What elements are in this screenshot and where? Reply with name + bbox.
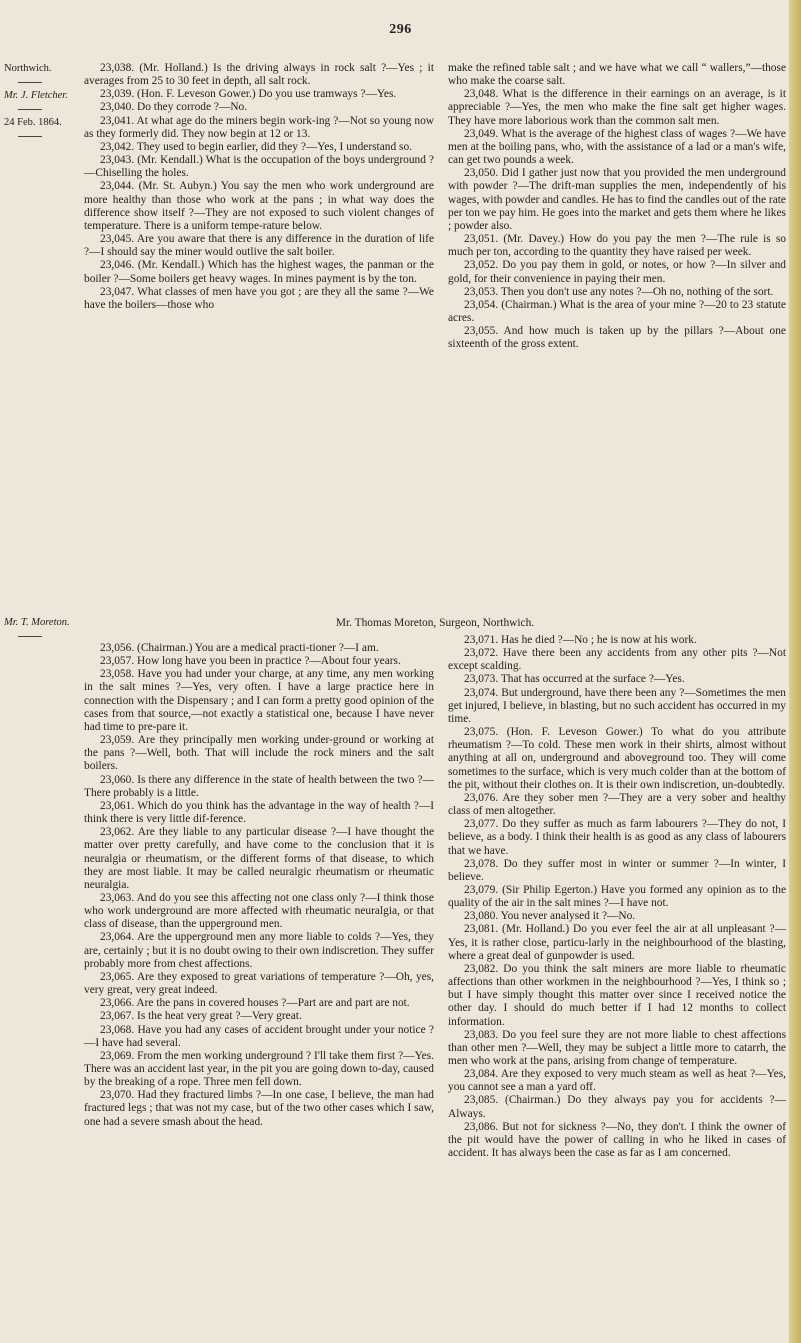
testimony-paragraph: 23,044. (Mr. St. Aubyn.) You say the men who work underground are more healthy than those who work at the pans ; in what way does the difference show itself ?—They are not exposed to such violent changes of temperature. There is a uniform tempe-rature below. bbox=[84, 180, 434, 232]
testimony-paragraph: 23,041. At what age do the miners begin work-ing ?—Not so young now as they formerly did. They now begin at 12 or 13. bbox=[84, 114, 434, 140]
sidenote-rule bbox=[18, 636, 42, 637]
testimony-paragraph: 23,077. Do they suffer as much as farm labourers ?—They do not, I believe, as a body. I think their health is as good as any class of labourers that we have. bbox=[448, 818, 786, 857]
testimony-paragraph: 23,053. Then you don't use any notes ?—Oh no, nothing of the sort. bbox=[464, 285, 774, 298]
column-right-top bbox=[448, 62, 786, 351]
testimony-paragraph: 23,052. Do you pay them in gold, or notes, or how ?—In silver and gold, for their convenience in paying their men. bbox=[448, 259, 786, 285]
testimony-paragraph: 23,048. What is the difference in their earnings on an average, is it appreciable ?—Yes, the men who make the fine salt get higher wages. They have more laborious work than the common salt men. bbox=[448, 88, 786, 127]
testimony-paragraph: 23,085. (Chairman.) Do they always pay you for accidents ?—Always. bbox=[448, 1094, 786, 1120]
page-edge bbox=[789, 0, 801, 1343]
testimony-paragraph: 23,078. Do they suffer most in winter or summer ?—In winter, I believe. bbox=[448, 857, 786, 883]
testimony-paragraph: 23,074. But underground, have there been any ?—Sometimes the men get injured, I believe, in blasting, but no such accident has occurred in my time. bbox=[448, 686, 786, 725]
testimony-paragraph: 23,046. (Mr. Kendall.) Which has the highest wages, the panman or the boiler ?—Some boilers get heavy wages. In mines payment is by the ton. bbox=[84, 259, 434, 285]
column-left-bottom bbox=[84, 634, 434, 1129]
sidenote-witness: Mr. J. Fletcher. bbox=[4, 90, 68, 101]
testimony-paragraph: 23,066. Are the pans in covered houses ?—Part are and part are not. bbox=[100, 997, 410, 1010]
column-right-bottom bbox=[448, 634, 786, 1160]
testimony-paragraph: 23,071. Has he died ?—No ; he is now at his work. bbox=[464, 634, 697, 646]
testimony-paragraph: 23,065. Are they exposed to great variations of temperature ?—Oh, yes, very great, very great indeed. bbox=[84, 970, 434, 997]
sidenote-witness-2: Mr. T. Moreton. bbox=[4, 617, 70, 628]
testimony-paragraph: 23,064. Are the upperground men any more liable to colds ?—Yes, they are, certainly ; but it is no doubt owing to their own indiscretion. They suffer probably more from chest affections. bbox=[84, 931, 434, 970]
testimony-paragraph: 23,081. (Mr. Holland.) Do you ever feel the air at all unpleasant ?—Yes, it is rather close, particu-larly in the neighbourhood of the blasting, where a great deal of gunpowder is used. bbox=[448, 923, 786, 962]
testimony-paragraph: 23,049. What is the average of the highest class of wages ?—We have men at the boiling pans, who, with the assistance of a lad or a man's wife, can get two pounds a week. bbox=[448, 127, 786, 167]
testimony-paragraph: 23,038. (Mr. Holland.) Is the driving always in rock salt ?—Yes ; it averages from 25 to 30 feet in depth, all salt rock. bbox=[84, 62, 434, 88]
testimony-paragraph: 23,042. They used to begin earlier, did they ?—Yes, I understand so. bbox=[100, 140, 412, 153]
sidenote-rule bbox=[18, 136, 42, 137]
testimony-paragraph: 23,068. Have you had any cases of accident brought under your notice ?—I have had several. bbox=[84, 1023, 434, 1049]
sidenote-rule bbox=[18, 109, 42, 110]
testimony-paragraph: 23,047. What classes of men have you got ; are they all the same ?—We have the boilers—those who bbox=[84, 285, 434, 311]
testimony-paragraph: 23,055. And how much is taken up by the pillars ?—About one sixteenth of the gross extent. bbox=[448, 325, 786, 351]
side-notes-bottom bbox=[4, 616, 80, 643]
side-notes-top bbox=[4, 62, 80, 143]
testimony-paragraph: 23,070. Had they fractured limbs ?—In one case, I believe, the man had fractured legs ; that was not my case, but of the two other cases which I saw, one had a severe smash about the head. bbox=[84, 1089, 434, 1128]
testimony-paragraph: 23,072. Have there been any accidents from any other pits ?—Not except scalding. bbox=[448, 647, 786, 673]
testimony-paragraph: 23,058. Have you had under your charge, at any time, any men working in the salt mines ?—Yes, very often. I have a large practice here in connection with the Dispensary ; and I can form a pretty good opinion of the cases from that source,—not exactly a statistical one, because I have never had time to pre-pare it. bbox=[84, 668, 434, 733]
testimony-paragraph: 23,083. Do you feel sure they are not more liable to chest affections than other men ?—Well, they may be subject a little more to catarrh, the men who work at the pans, arising from change of temperature. bbox=[448, 1028, 786, 1067]
testimony-paragraph: 23,059. Are they principally men working under-ground or working at the pans ?—Well, both. That will include the rock miners and the salt boilers. bbox=[84, 734, 434, 773]
testimony-paragraph: 23,084. Are they exposed to very much steam as well as heat ?—Yes, you cannot see a man a yard off. bbox=[448, 1068, 786, 1094]
sidenote-date: 24 Feb. 1864. bbox=[4, 117, 62, 128]
testimony-paragraph: 23,063. And do you see this affecting not one class only ?—I think those who work underground are more affected with rheumatic neuralgia, or that class of disease, than the upperground men. bbox=[84, 891, 434, 931]
testimony-paragraph: 23,051. (Mr. Davey.) How do you pay the men ?—The rule is so much per ton, according to the quantity they have raised per week. bbox=[448, 233, 786, 259]
testimony-paragraph: 23,054. (Chairman.) What is the area of your mine ?—20 to 23 statute acres. bbox=[448, 298, 786, 324]
testimony-paragraph: 23,057. How long have you been in practice ?—About four years. bbox=[100, 655, 401, 668]
testimony-paragraph: 23,069. From the men working underground ? I'll take them first ?—Yes. There was an accident last year, in the pit you are going down to-day, caused by the breaking of a rope. Three men fell down. bbox=[84, 1049, 434, 1089]
testimony-paragraph: 23,040. Do they corrode ?—No. bbox=[100, 101, 248, 114]
column-left-top bbox=[84, 62, 434, 312]
testimony-paragraph: 23,062. Are they liable to any particular disease ?—I have thought the matter over pretty carefully, and have come to the conclusion that it is neuralgia or rheumatism, or the different forms of that disease, to which they are most liable. It may be called neuralgic rheumatism or rheumatic neuralgia. bbox=[84, 826, 434, 891]
testimony-paragraph: 23,050. Did I gather just now that you provided the men underground with powder ?—The drift-man supplies the men, independently of his wages, with powder and candles. He has to find the candles out of the rate per ton we pay him. He goes into the market and gets them where he likes ; powder also. bbox=[448, 167, 786, 232]
testimony-paragraph: 23,076. Are they sober men ?—They are a very sober and healthy class of men altogether. bbox=[448, 791, 786, 818]
testimony-paragraph: 23,060. Is there any difference in the state of health between the two ?—There probably is a little. bbox=[84, 773, 434, 799]
sidenote-place: Northwich. bbox=[4, 63, 52, 74]
testimony-paragraph: 23,056. (Chairman.) You are a medical practi-tioner ?—I am. bbox=[100, 642, 379, 654]
testimony-paragraph: 23,043. (Mr. Kendall.) What is the occupation of the boys underground ?—Chiselling the holes. bbox=[84, 154, 434, 180]
testimony-paragraph: 23,080. You never analysed it ?—No. bbox=[464, 910, 636, 923]
witness-heading: Mr. Thomas Moreton, Surgeon, Northwich. bbox=[335, 617, 535, 629]
testimony-paragraph: 23,067. Is the heat very great ?—Very great. bbox=[100, 1010, 302, 1023]
sidenote-rule bbox=[18, 82, 42, 83]
testimony-paragraph: 23,086. But not for sickness ?—No, they don't. I think the owner of the pit would have the power of calling in who he liked in cases of accident. It has always been the case as far as I am concerned. bbox=[448, 1120, 786, 1160]
testimony-paragraph: 23,082. Do you think the salt miners are more liable to rheumatic affections than other workmen in the neighbourhood ?—Yes, I think so ; but I have simply thought this matter over since I received notice the other day. I should do much better if I had 12 months to collect information. bbox=[448, 962, 786, 1028]
testimony-paragraph: 23,073. That has occurred at the surface ?—Yes. bbox=[464, 673, 685, 686]
testimony-paragraph: make the refined table salt ; and we have what we call “ wallers,”—those who make the coarse salt. bbox=[448, 62, 786, 88]
page-number: 296 bbox=[389, 22, 412, 37]
testimony-paragraph: 23,061. Which do you think has the advantage in the way of health ?—I think there is very little dif-ference. bbox=[84, 799, 434, 826]
testimony-paragraph: 23,075. (Hon. F. Leveson Gower.) To what do you attribute rheumatism ?—To cold. These men work in their shirts, almost without anything at all on, underground and aboveground too. They will come sometimes to the surface, which is very much colder than at the bottom of the pit, without their clothes on. It is their own indiscretion, un-doubtedly. bbox=[448, 726, 786, 791]
testimony-paragraph: 23,045. Are you aware that there is any difference in the duration of life ?—I should say the miner would outlive the salt boiler. bbox=[84, 233, 434, 259]
testimony-paragraph: 23,079. (Sir Philip Egerton.) Have you formed any opinion as to the quality of the air in the salt mines ?—I have not. bbox=[448, 883, 786, 910]
testimony-paragraph: 23,039. (Hon. F. Leveson Gower.) Do you use tramways ?—Yes. bbox=[100, 88, 397, 101]
